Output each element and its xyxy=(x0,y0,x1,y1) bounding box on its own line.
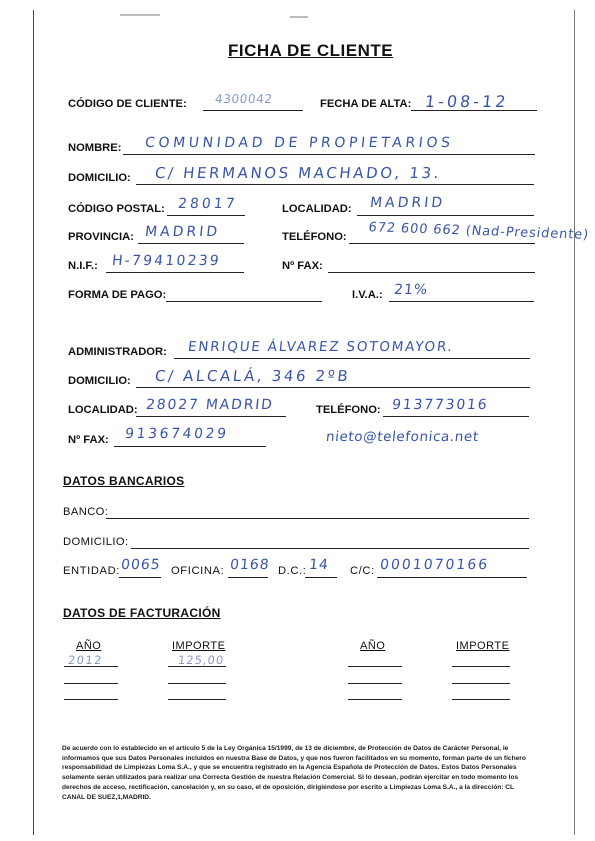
form-page xyxy=(33,10,575,835)
iva-value[interactable]: 21% xyxy=(393,282,429,298)
admin-fax-line xyxy=(114,446,266,447)
fax-line[interactable] xyxy=(328,272,535,273)
provincia-line xyxy=(138,243,244,244)
form-title: FICHA DE CLIENTE xyxy=(228,41,394,60)
scan-speck xyxy=(120,14,160,16)
entidad-value[interactable]: 0065 xyxy=(120,557,162,573)
telefono-label: TELÉFONO: xyxy=(282,231,347,243)
cc-line xyxy=(377,577,527,578)
telefono-value[interactable]: 672 600 662 (Nad-Presidente) xyxy=(367,220,591,243)
admin-email-value[interactable]: nieto@telefonica.net xyxy=(325,429,480,445)
oficina-value[interactable]: 0168 xyxy=(229,557,271,573)
fecha-alta-label: FECHA DE ALTA: xyxy=(320,98,412,110)
col-anio-left: AÑO xyxy=(76,640,102,652)
nombre-line xyxy=(123,154,535,155)
codigo-cliente-line xyxy=(203,110,303,111)
scan-speck xyxy=(290,16,308,18)
admin-domicilio-line xyxy=(136,387,530,388)
codigo-postal-label: CÓDIGO POSTAL: xyxy=(68,203,165,215)
cc-value[interactable]: 0001070166 xyxy=(379,557,490,573)
administrador-label: ADMINISTRADOR: xyxy=(68,346,167,358)
col-importe-right: IMPORTE xyxy=(456,640,510,652)
provincia-value[interactable]: MADRID xyxy=(144,224,221,240)
cc-label: C/C: xyxy=(350,565,375,577)
entidad-label: ENTIDAD: xyxy=(63,565,121,577)
localidad-label: LOCALIDAD: xyxy=(282,203,352,215)
admin-telefono-line xyxy=(383,416,529,417)
forma-pago-label: FORMA DE PAGO: xyxy=(68,289,167,301)
nif-value[interactable]: H-79410239 xyxy=(111,253,222,269)
facturacion-row1-anio[interactable]: 2012 xyxy=(67,653,104,667)
administrador-value[interactable]: ENRIQUE ÁLVAREZ SOTOMAYOR. xyxy=(187,339,455,355)
facturacion-line[interactable] xyxy=(168,683,226,684)
facturacion-line[interactable] xyxy=(452,683,510,684)
admin-telefono-label: TELÉFONO: xyxy=(316,404,381,416)
localidad-line xyxy=(357,215,534,216)
facturacion-line xyxy=(452,666,510,667)
dc-line xyxy=(305,577,337,578)
oficina-line xyxy=(228,577,268,578)
facturacion-line[interactable] xyxy=(348,699,402,700)
domicilio-value[interactable]: C/ HERMANOS MACHADO, 13. xyxy=(154,164,443,182)
domicilio-label: DOMICILIO: xyxy=(68,172,131,184)
facturacion-line[interactable] xyxy=(64,683,118,684)
admin-fax-value[interactable]: 913674029 xyxy=(124,426,230,442)
dc-label: D.C.: xyxy=(278,565,307,577)
datos-facturacion-title: DATOS DE FACTURACIÓN xyxy=(63,606,221,620)
nif-label: N.I.F.: xyxy=(68,260,98,272)
legal-footer: De acuerdo con lo establecido en el artículo 5 de la Ley Orgánica 15/1999, de 13 de diciembre, de Protección de Datos de Carácter Personal, le informamos que sus Datos Personales incluidos en nuestra Base de Datos, y que nos fueron facilitados en su momento, forman parte de un fichero responsabilidad de Limpiezas Loma S.A., y que se encuentra registrado en la Agencia Española de Protección de Datos. Estos Datos Personales solamente serán utilizados para realizar una Correcta Gestión de nuestra Relación Comercial. Si lo desean, podrán ejercitar en todo momento los derechos de acceso, rectificación, cancelación y, en su caso, el de oposición, dirigiéndose por escrito a Limpiezas Loma S.A., a la dirección: CL CANAL DE SUEZ,1,MADRID. xyxy=(62,745,526,801)
banco-domicilio-label: DOMICILIO: xyxy=(63,536,129,548)
admin-localidad-label: LOCALIDAD: xyxy=(68,404,138,416)
col-anio-right: AÑO xyxy=(360,640,386,652)
col-importe-left: IMPORTE xyxy=(172,640,226,652)
telefono-line xyxy=(349,243,535,244)
admin-telefono-value[interactable]: 913773016 xyxy=(391,397,490,413)
admin-localidad-value[interactable]: 28027 MADRID xyxy=(145,397,275,413)
oficina-label: OFICINA: xyxy=(171,565,225,577)
facturacion-row1-importe[interactable]: 125,00 xyxy=(177,653,225,667)
datos-bancarios-title: DATOS BANCARIOS xyxy=(63,474,185,488)
provincia-label: PROVINCIA: xyxy=(68,231,134,243)
facturacion-line[interactable] xyxy=(348,683,402,684)
fax-label: Nº FAX: xyxy=(282,260,323,272)
forma-pago-line[interactable] xyxy=(166,301,322,302)
dc-value[interactable]: 14 xyxy=(308,557,330,573)
codigo-cliente-value[interactable]: 4300042 xyxy=(214,92,274,106)
entidad-line xyxy=(119,577,161,578)
nif-line xyxy=(106,272,244,273)
codigo-cliente-label: CÓDIGO DE CLIENTE: xyxy=(68,98,187,110)
facturacion-line[interactable] xyxy=(452,699,510,700)
codigo-postal-line xyxy=(167,215,245,216)
iva-label: I.V.A.: xyxy=(352,289,383,301)
codigo-postal-value[interactable]: 28017 xyxy=(177,196,239,212)
facturacion-line xyxy=(168,666,226,667)
facturacion-line[interactable] xyxy=(64,699,118,700)
fecha-alta-value[interactable]: 1-08-12 xyxy=(424,92,510,111)
banco-label: BANCO: xyxy=(63,506,109,518)
admin-domicilio-value[interactable]: C/ ALCALÁ, 346 2ºB xyxy=(154,367,352,385)
banco-domicilio-line[interactable] xyxy=(131,548,529,549)
iva-line xyxy=(389,301,534,302)
domicilio-line xyxy=(136,184,534,185)
facturacion-line xyxy=(64,666,118,667)
localidad-value[interactable]: MADRID xyxy=(369,195,446,211)
admin-localidad-line xyxy=(136,416,286,417)
administrador-line xyxy=(174,358,530,359)
nombre-label: NOMBRE: xyxy=(68,142,122,154)
banco-line[interactable] xyxy=(106,518,529,519)
nombre-value[interactable]: COMUNIDAD DE PROPIETARIOS xyxy=(144,135,455,151)
facturacion-line[interactable] xyxy=(168,699,226,700)
admin-domicilio-label: DOMICILIO: xyxy=(68,375,131,387)
facturacion-line xyxy=(348,666,402,667)
admin-fax-label: Nº FAX: xyxy=(68,434,109,446)
